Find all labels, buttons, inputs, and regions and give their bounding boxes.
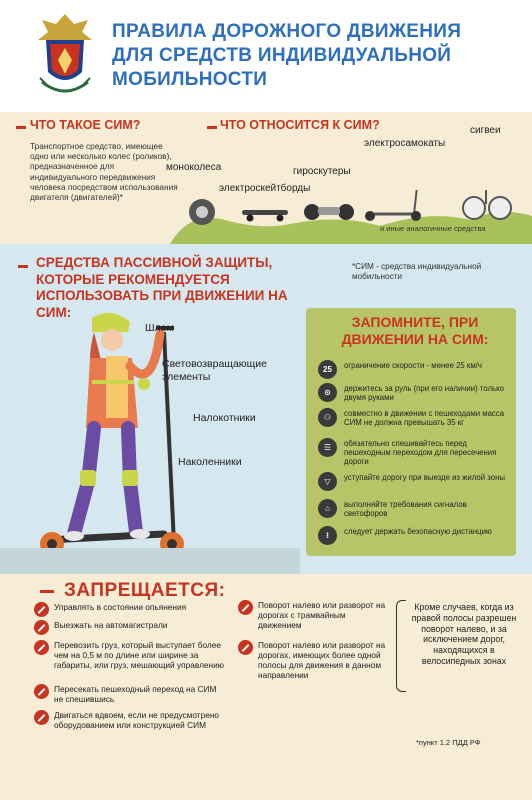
exception-note: Кроме случаев, когда из правой полосы разрешен поворот налево, и за исключением дорог, находящихся в велосипедных зонах	[411, 602, 517, 666]
what-is-heading: ЧТО ТАКОЕ СИМ?	[30, 118, 141, 132]
header	[0, 0, 532, 112]
floor	[0, 548, 300, 574]
prohibited-icon	[238, 640, 253, 655]
rule-item	[318, 383, 512, 407]
residential-zone-icon: ⌂	[318, 499, 337, 518]
what-belongs-heading: ЧТО ОТНОСИТСЯ К СИМ?	[220, 118, 380, 132]
escooter-icon	[365, 190, 421, 221]
vehicles-illustration	[170, 190, 532, 244]
decor-dash	[16, 126, 26, 129]
sim-abbreviation-note: *СИМ - средства индивидуальной мобильности	[352, 262, 482, 281]
rule-text: выполняйте требования сигналов светофоров	[344, 500, 467, 519]
rule-item	[318, 472, 512, 496]
label-monowheel: моноколеса	[166, 162, 222, 173]
forbidden-text: Поворот налево или разворот на дорогах, имеющих более одной полосы для движения в данном направлении	[258, 640, 386, 680]
gear-reflective-2: элементы	[162, 371, 211, 383]
label-escooter: электросамокаты	[364, 138, 446, 149]
label-segway: сигвеи	[470, 125, 501, 136]
rule-item	[318, 360, 512, 384]
gear-elbow-pads: Налокотники	[193, 412, 256, 424]
forbidden-text: Двигаться вдвоем, если не предусмотрено оборудованием или конструкцией СИМ	[54, 710, 220, 730]
forbidden-text: Перевозить груз, который выступает более чем на 0,5 м по длине или ширине за габариты, или груз, мешающий управлению	[54, 640, 224, 670]
monowheel-icon	[189, 199, 215, 225]
passive-protection-heading: СРЕДСТВА ПАССИВНОЙ ЗАЩИТЫ, КОТОРЫЕ РЕКОМЕНДУЕТСЯ ИСПОЛЬЗОВАТЬ ПРИ ДВИЖЕНИИ НА СИМ:	[36, 255, 288, 320]
rule-text: совместно в движении с пешеходами масса СИМ не должна превышать 35 кг	[344, 409, 505, 428]
prohibited-icon	[34, 620, 49, 635]
rider-illustration	[34, 312, 194, 560]
decor-dash	[18, 265, 28, 268]
decor-dash	[40, 590, 54, 593]
forbidden-text: Пересекать пешеходный переход на СИМ не спешившись	[54, 684, 217, 704]
rule-item	[318, 438, 512, 467]
prohibited-icon	[34, 640, 49, 655]
rule-item	[318, 526, 512, 550]
forbidden-text: Управлять в состоянии опьянения	[54, 602, 187, 612]
traffic-light-icon: ⁝	[318, 526, 337, 545]
rule-text: следует держать безопасную дистанцию	[344, 527, 492, 536]
gear-knee-pads: Наколенники	[178, 456, 242, 468]
police-emblem-icon	[32, 10, 98, 102]
pedestrians-icon: ⚇	[318, 408, 337, 427]
prohibited-icon	[34, 602, 49, 617]
rule-item	[318, 408, 512, 432]
prohibited-icon	[34, 684, 49, 699]
yield-icon: ▽	[318, 472, 337, 491]
gear-helmet: Шлем	[145, 322, 174, 334]
forbidden-text: Поворот налево или разворот на дорогах с трамвайным движением	[258, 600, 386, 630]
eskateboard-icon	[242, 210, 288, 222]
label-eskateboard: электроскейтборды	[219, 183, 311, 194]
rule-text: ограничение скорости - менее 25 км/ч	[344, 361, 482, 370]
prohibited-icon	[34, 710, 49, 725]
speed-limit-icon: 25	[318, 360, 337, 379]
forbidden-text: Выезжать на автомагистрали	[54, 620, 168, 630]
prohibited-icon	[238, 600, 253, 615]
gear-reflective-1: Световозвращающие	[162, 358, 268, 370]
label-gyroscooter: гироскутеры	[293, 166, 351, 177]
remember-heading: ЗАПОМНИТЕ, ПРИ ДВИЖЕНИИ НА СИМ:	[341, 314, 489, 347]
rule-text: обязательно спешивайтесь перед пешеходным переходом для пересечения дороги	[344, 439, 497, 467]
sim-definition: Транспортное средство, имеющее одно или несколько колес (роликов), предназначенное для индивидуального передвижения человека посредством использования двигателя (двигателей)*	[30, 141, 178, 203]
exception-brace	[396, 600, 406, 692]
crosswalk-icon: ☰	[318, 438, 337, 457]
rule-text: держитесь за руль (при его наличии) только двумя руками	[344, 384, 504, 403]
handlebar-icon: ⊙	[318, 383, 337, 402]
rule-text: уступайте дорогу при выезде из жилой зоны	[344, 473, 505, 482]
decor-dash	[207, 126, 217, 129]
knee-pad-icon	[80, 470, 96, 486]
footnote: *пункт 1.2 ПДД РФ	[416, 738, 481, 747]
title-line-3: МОБИЛЬНОСТИ	[112, 69, 268, 90]
page-title	[112, 20, 522, 92]
title-line-2: ДЛЯ СРЕДСТВ ИНДИВИДУАЛЬНОЙ	[112, 45, 452, 66]
label-other-devices: и иные аналогичные средства	[380, 224, 486, 233]
title-line-1: ПРАВИЛА ДОРОЖНОГО ДВИЖЕНИЯ	[112, 21, 462, 42]
forbidden-heading: ЗАПРЕЩАЕТСЯ:	[64, 580, 226, 601]
elbow-pad-icon	[138, 378, 150, 390]
rule-item	[318, 499, 512, 523]
gyroscooter-icon	[304, 204, 354, 220]
